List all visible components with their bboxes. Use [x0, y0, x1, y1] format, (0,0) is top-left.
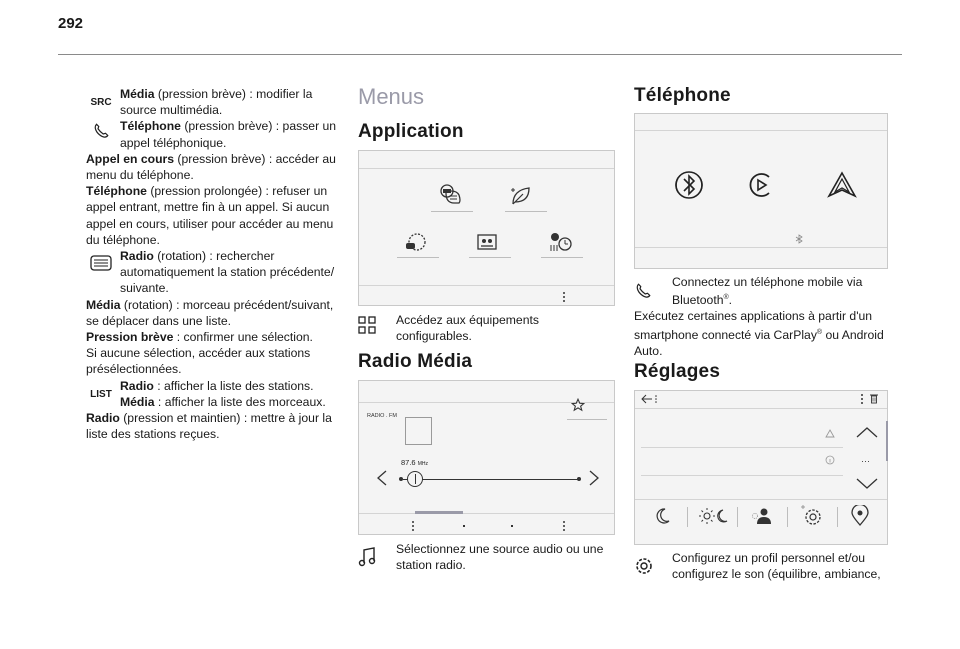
radio-media-caption: Sélectionnez une source audio ou une station radio.	[358, 541, 615, 573]
telephone-caption: Connectez un téléphone mobile via Bluetooth®. Exécutez certaines applications à partir d'un smartphone connecté via CarPlay® ou Android Auto.	[634, 275, 884, 358]
settings-screen	[634, 390, 888, 545]
settings-gear-icon[interactable]	[799, 505, 823, 527]
radio-list-icon	[86, 254, 116, 272]
reglages-caption: Configurez un profil personnel et/ou configurez le son (équilibre, ambiance,	[634, 550, 894, 582]
controls-description	[86, 86, 344, 442]
star-icon[interactable]	[571, 398, 585, 412]
radio-media-heading: Radio Média	[358, 351, 473, 372]
music-note-icon	[358, 547, 380, 571]
phone-hold-entry: Téléphone (pression prolongée) : refuser un appel entrant, mettre fin à un appel. Si aucun appel en cours, utiliser pour accéder au menu du téléphone.	[86, 184, 334, 247]
more-dots-icon[interactable]	[563, 292, 566, 304]
info-icon	[825, 455, 835, 465]
application-heading: Application	[358, 121, 464, 142]
frequency-slider[interactable]	[403, 479, 579, 480]
back-arrow-icon[interactable]	[640, 394, 658, 404]
application-screen	[358, 150, 615, 306]
driving-assist-icon[interactable]	[403, 231, 429, 253]
phone-icon	[86, 122, 116, 140]
bluetooth-small-icon	[795, 234, 803, 244]
settings-menu-dots[interactable]	[861, 394, 864, 406]
short-press-entry: Pression brève : confirmer une sélection.	[86, 330, 313, 345]
telephone-screen	[634, 113, 888, 269]
bluetooth-icon[interactable]	[673, 169, 705, 201]
band-label: RADIO . FM	[367, 413, 397, 419]
eco-leaf-icon[interactable]	[509, 184, 533, 206]
src-icon: SRC	[90, 97, 112, 108]
chevron-down-icon[interactable]	[855, 477, 879, 491]
radio-rotation-entry: Radio (rotation) : rechercher automatiquement la station précédente/ suivante.	[86, 248, 344, 297]
radio-hold-entry: Radio (pression et maintien) : mettre à jour la liste des stations reçues.	[86, 411, 332, 442]
radio-menu-dots[interactable]	[412, 521, 415, 533]
contacts-card-icon[interactable]	[476, 233, 498, 251]
trash-icon[interactable]	[869, 393, 879, 404]
night-mode-icon[interactable]	[653, 507, 671, 525]
phone-icon	[634, 282, 656, 304]
src-entry: SRC Média (pression brève) : modifier la source multimédia.	[86, 86, 344, 118]
page-number: 292	[58, 15, 84, 32]
call-entry: Appel en cours (pression brève) : accéder au menu du téléphone.	[86, 151, 336, 183]
radio-options-dots[interactable]	[563, 521, 566, 533]
chevron-left-icon[interactable]	[375, 469, 389, 487]
climate-clock-icon[interactable]	[547, 231, 573, 253]
chevron-right-icon[interactable]	[587, 469, 601, 487]
gear-icon	[634, 556, 656, 580]
telephone-heading: Téléphone	[634, 85, 731, 106]
connected-services-icon[interactable]	[437, 183, 463, 207]
header-rule	[58, 54, 902, 55]
menus-heading: Menus	[358, 84, 425, 109]
reglages-heading: Réglages	[634, 361, 721, 382]
warning-icon	[825, 429, 835, 438]
chevron-up-icon[interactable]	[855, 425, 879, 439]
settings-scrollbar[interactable]	[886, 421, 888, 461]
phone-entry: Téléphone (pression brève) : passer un appel téléphonique.	[86, 118, 344, 150]
frequency-readout: 87.6 MHz	[401, 458, 428, 467]
media-rotation-entry: Média (rotation) : morceau précédent/suivant, se déplacer dans une liste.	[86, 297, 334, 328]
location-pin-icon[interactable]	[849, 505, 871, 527]
ellipsis-icon: ···	[861, 456, 870, 466]
radio-screen	[358, 380, 615, 535]
list-entry: LIST Radio : afficher la liste des stations. Média : afficher la liste des morceaux.	[86, 378, 344, 410]
list-icon: LIST	[90, 388, 112, 400]
user-profile-icon[interactable]	[751, 507, 773, 525]
day-night-icon[interactable]	[699, 507, 729, 525]
short-press-entry-2: Si aucune sélection, accéder aux stations présélectionnées.	[86, 346, 311, 377]
android-auto-icon[interactable]	[827, 171, 857, 199]
application-caption: Accédez aux équipements configurables.	[358, 312, 615, 344]
active-tab-indicator	[415, 511, 463, 514]
station-artwork	[405, 417, 432, 445]
grid-icon	[358, 316, 380, 338]
slider-knob[interactable]	[407, 471, 423, 487]
carplay-icon[interactable]	[747, 171, 775, 199]
